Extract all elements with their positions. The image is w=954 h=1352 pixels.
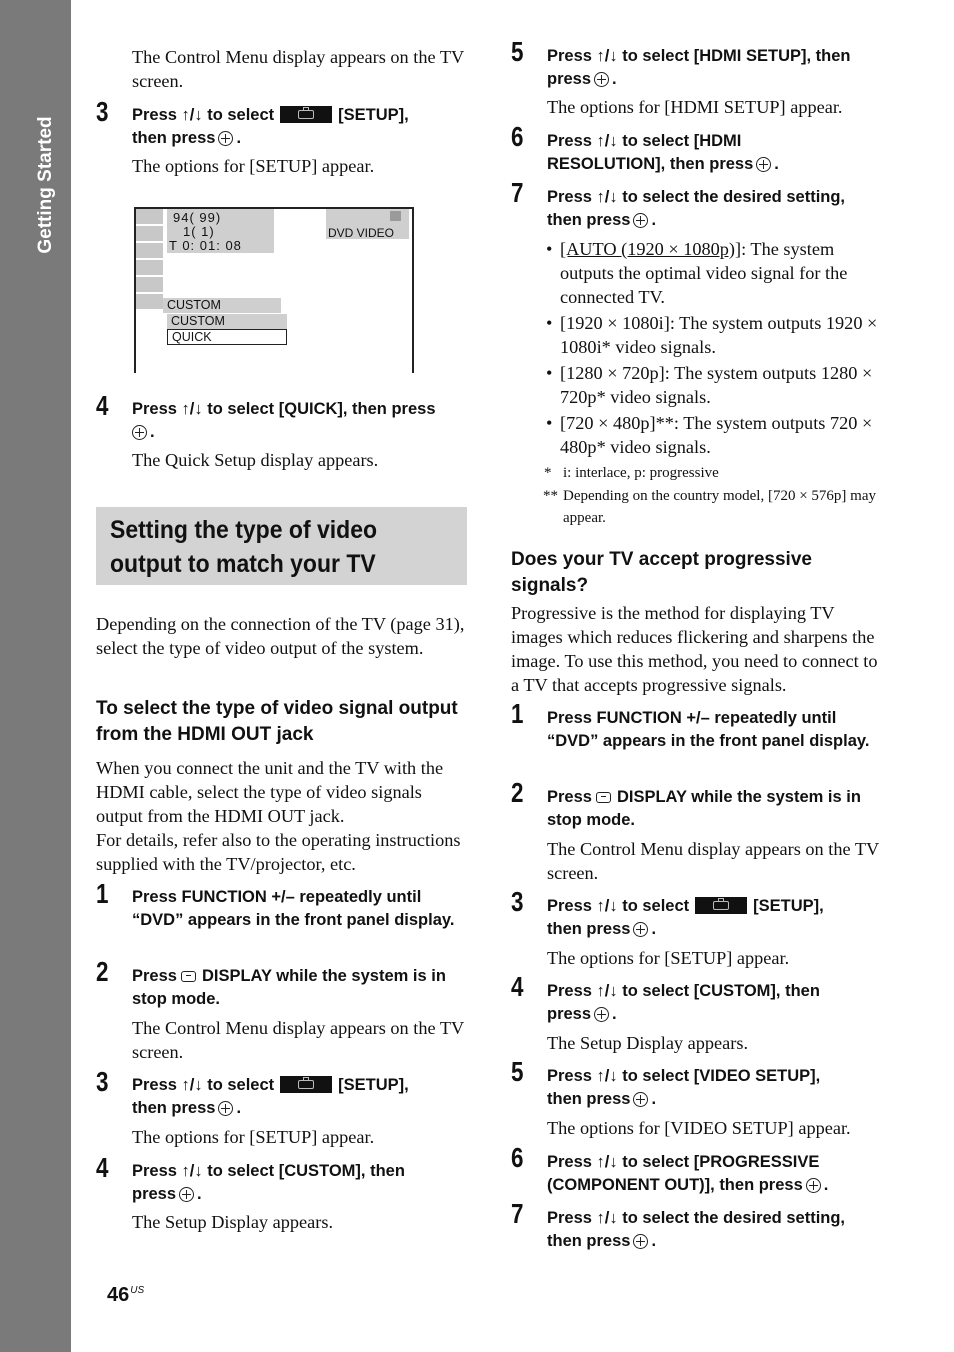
footnote-mark: * [544, 465, 552, 481]
step-title: Press ↑/↓ to select [SETUP], then press . [547, 897, 824, 938]
intro-text: The Control Menu display appears on the TV screen. [132, 47, 464, 91]
subsection-heading: To select the type of video signal output from the HDMI OUT jack [96, 698, 458, 745]
step-number: 5 [511, 1056, 524, 1087]
step-title: Press FUNCTION +/– repeatedly until “DVD” appears in the front panel display. [132, 888, 455, 929]
setup-icon [280, 1076, 332, 1093]
step-number: 2 [511, 777, 524, 808]
osd-menu-icon [136, 260, 163, 277]
step-description: The options for [SETUP] appear. [132, 1127, 375, 1147]
step-title: Press ↑/↓ to select [HDMI SETUP], then press . [547, 47, 851, 88]
paragraph: Progressive is the method for displaying TV images which reduces flickering and sharpens the image. To use this method, you need to connect to a TV that accepts progressive signals. [511, 603, 878, 695]
list-item: • [1280 × 720p]: The system outputs 1280 × 720p* video signals. [546, 363, 873, 407]
step-title: Press ↑/↓ to select [VIDEO SETUP], then press . [547, 1067, 821, 1108]
osd-menu-icon [136, 243, 163, 260]
osd-chapter-count: 1( 1) [183, 224, 215, 239]
step-description: The options for [HDMI SETUP] appear. [547, 97, 843, 117]
control-menu-display [134, 207, 412, 373]
enter-button-icon [633, 922, 648, 937]
osd-menu-icon [136, 209, 163, 226]
paragraph: For details, refer also to the operating instructions supplied with the TV/projector, etc. [96, 830, 461, 874]
step-number: 7 [511, 177, 524, 208]
step-number: 6 [511, 1142, 524, 1173]
footnote: i: interlace, p: progressive [563, 465, 719, 481]
osd-time: T 0: 01: 08 [169, 238, 242, 253]
step-number: 3 [96, 1066, 109, 1097]
osd-setup-value: CUSTOM [163, 298, 281, 313]
enter-button-icon [218, 131, 233, 146]
enter-button-icon [132, 425, 147, 440]
osd-disc-indicator [390, 211, 401, 221]
step-title: Press ↑/↓ to select [HDMI RESOLUTION], then press . [547, 132, 779, 173]
section-heading-band [96, 507, 467, 585]
enter-button-icon [179, 1187, 194, 1202]
section-intro: Depending on the connection of the TV (page 31), select the type of video output of the system. [96, 614, 465, 658]
step-number: 4 [96, 1152, 109, 1183]
step-title: Press FUNCTION +/– repeatedly until “DVD” appears in the front panel display. [547, 709, 870, 750]
step-description: The Control Menu display appears on the TV screen. [132, 1018, 464, 1062]
list-item: • [720 × 480p]**: The system outputs 720 × 480p* video signals. [546, 413, 873, 457]
step-title: Press ↑/↓ to select [SETUP], then press . [132, 1076, 409, 1117]
section-title: Setting the type of video output to match your TV [110, 516, 378, 578]
step-title: Press ↑/↓ to select [SETUP], then press . [132, 106, 409, 147]
enter-button-icon [594, 1007, 609, 1022]
setup-icon [280, 106, 332, 123]
osd-icon-column [136, 209, 163, 311]
step-title: Press DISPLAY while the system is in stop mode. [547, 788, 861, 829]
step-description: The options for [SETUP] appear. [132, 156, 375, 176]
step-number: 4 [96, 390, 109, 421]
osd-menu-icon [136, 294, 163, 311]
list-item: • [1920 × 1080i]: The system outputs 1920 × 1080i* video signals. [546, 313, 878, 357]
step-title: Press ↑/↓ to select [CUSTOM], then press . [547, 982, 820, 1023]
list-item: • [AUTO (1920 × 1080p)]: The system outputs the optimal video signal for the connected TV. [546, 239, 848, 307]
paragraph: When you connect the unit and the TV with the HDMI cable, select the type of video signals output from the HDMI OUT jack. [96, 758, 444, 826]
step-description: The options for [VIDEO SETUP] appear. [547, 1118, 851, 1138]
step-title: Press ↑/↓ to select the desired setting, then press . [547, 1209, 846, 1250]
step-title: Press ↑/↓ to select [QUICK], then press . [132, 400, 436, 441]
step-description: The Setup Display appears. [547, 1033, 749, 1053]
osd-info-box [167, 209, 274, 253]
enter-button-icon [633, 1092, 648, 1107]
step-title: Press ↑/↓ to select [PROGRESSIVE (COMPONENT OUT)], then press . [547, 1153, 829, 1194]
enter-button-icon [756, 157, 771, 172]
osd-option-custom: CUSTOM [167, 314, 287, 329]
footnote-mark: ** [543, 488, 558, 504]
enter-button-icon [218, 1101, 233, 1116]
step-description: The options for [SETUP] appear. [547, 948, 790, 968]
setup-icon [695, 897, 747, 914]
step-number: 6 [511, 121, 524, 152]
step-number: 3 [511, 886, 524, 917]
step-number: 1 [96, 878, 109, 909]
step-number: 2 [96, 956, 109, 987]
step-number: 4 [511, 971, 524, 1002]
subsection-heading: Does your TV accept progressive signals? [511, 549, 812, 596]
footnote: Depending on the country model, [720 × 576p] may appear. [563, 488, 876, 526]
step-number: 7 [511, 1198, 524, 1229]
side-tab-label: Getting Started [35, 116, 56, 254]
step-number: 1 [511, 698, 524, 729]
step-title: Press ↑/↓ to select [CUSTOM], then press . [132, 1162, 405, 1203]
step-number: 5 [511, 36, 524, 67]
step-description: The Control Menu display appears on the TV screen. [547, 839, 879, 883]
enter-button-icon [806, 1178, 821, 1193]
step-description: The Quick Setup display appears. [132, 450, 379, 470]
step-title: Press DISPLAY while the system is in stop mode. [132, 967, 446, 1008]
enter-button-icon [633, 213, 648, 228]
display-button-icon [181, 971, 196, 982]
enter-button-icon [594, 72, 609, 87]
display-button-icon [596, 792, 611, 803]
step-number: 3 [96, 96, 109, 127]
auto-resolution-link: [AUTO (1920 × 1080p)] [560, 239, 742, 259]
step-title: Press ↑/↓ to select the desired setting, then press . [547, 188, 846, 229]
enter-button-icon [633, 1234, 648, 1249]
osd-menu-icon [136, 277, 163, 294]
osd-title-count: 94( 99) [173, 210, 222, 225]
osd-disc-type: DVD VIDEO [326, 209, 409, 239]
osd-option-quick: QUICK [167, 329, 287, 345]
side-tab [0, 0, 71, 1352]
page-number: $46^{US}$ [107, 1284, 145, 1306]
osd-menu-icon [136, 226, 163, 243]
step-description: The Setup Display appears. [132, 1212, 334, 1232]
